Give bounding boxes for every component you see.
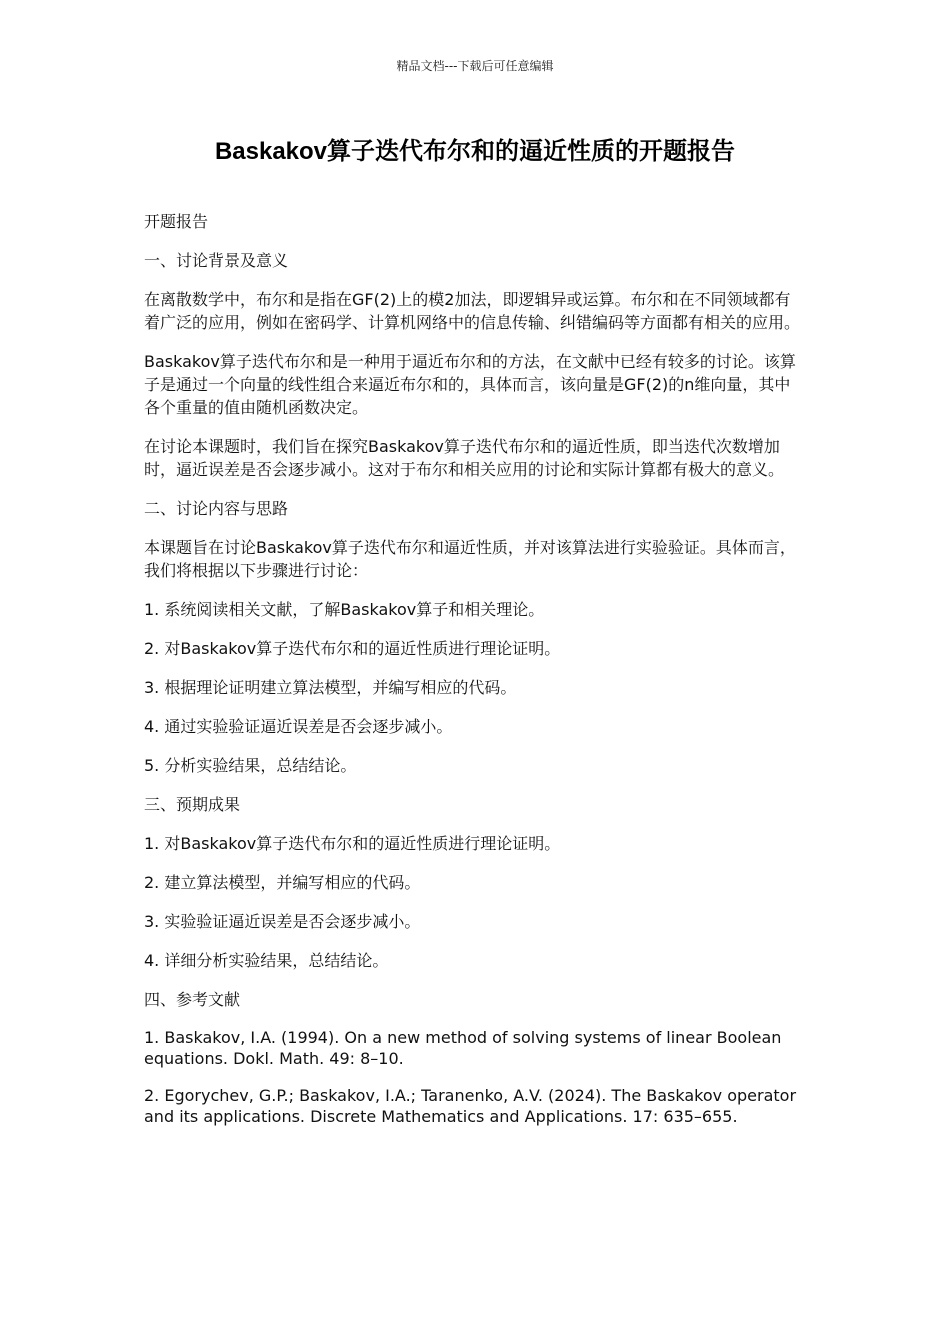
paragraph-boolean-sum: 在离散数学中，布尔和是指在GF(2)上的模2加法，即逻辑异或运算。布尔和在不同领域都有着广泛的应用，例如在密码学、计算机网络中的信息传输、纠错编码等方面都有相关的应用。 [144,290,801,332]
section-heading-background: 一、讨论背景及意义 [144,251,289,270]
reference-item: 2. Egorychev, G.P.; Baskakov, I.A.; Taranenko, A.V. (2024). The Baskakov operator and its applications. Discrete Mathematics and Applications. 17: 635–655. [144,1086,797,1126]
list-item-step: 5. 分析实验结果，总结结论。 [144,756,357,775]
section-heading-references: 四、参考文献 [144,990,241,1009]
section-heading-content: 二、讨论内容与思路 [144,499,289,518]
list-item-result: 2. 建立算法模型，并编写相应的代码。 [144,873,421,892]
list-item-step: 4. 通过实验验证逼近误差是否会逐步减小。 [144,717,453,736]
list-item-step: 3. 根据理论证明建立算法模型，并编写相应的代码。 [144,678,517,697]
list-item-result: 1. 对Baskakov算子迭代布尔和的逼近性质进行理论证明。 [144,834,561,853]
list-item-result: 4. 详细分析实验结果，总结结论。 [144,951,389,970]
paragraph-content-intro: 本课题旨在讨论Baskakov算子迭代布尔和逼近性质，并对该算法进行实验验证。具体而言，我们将根据以下步骤进行讨论： [144,538,796,580]
paragraph-baskakov-operator: Baskakov算子迭代布尔和是一种用于逼近布尔和的方法，在文献中已经有较多的讨论。该算子是通过一个向量的线性组合来逼近布尔和的，具体而言，该向量是GF(2)的n维向量，其中各个重量的值由随机函数决定。 [144,352,796,417]
document-body [144,210,804,1143]
paragraph-research-goal: 在讨论本课题时，我们旨在探究Baskakov算子迭代布尔和的逼近性质，即当迭代次数增加时，逼近误差是否会逐步减小。这对于布尔和相关应用的讨论和实际计算都有极大的意义。 [144,437,785,479]
list-item-step: 2. 对Baskakov算子迭代布尔和的逼近性质进行理论证明。 [144,639,561,658]
reference-item: 1. Baskakov, I.A. (1994). On a new method of solving systems of linear Boolean equations. Dokl. Math. 49: 8–10. [144,1028,782,1068]
report-label: 开题报告 [144,212,209,231]
document-title: Baskakov算子迭代布尔和的逼近性质的开题报告 [214,138,736,165]
section-heading-expected-results: 三、预期成果 [144,795,241,814]
page-header-note: 精品文档---下载后可任意编辑 [396,59,554,73]
list-item-step: 1. 系统阅读相关文献，了解Baskakov算子和相关理论。 [144,600,545,619]
list-item-result: 3. 实验验证逼近误差是否会逐步减小。 [144,912,421,931]
